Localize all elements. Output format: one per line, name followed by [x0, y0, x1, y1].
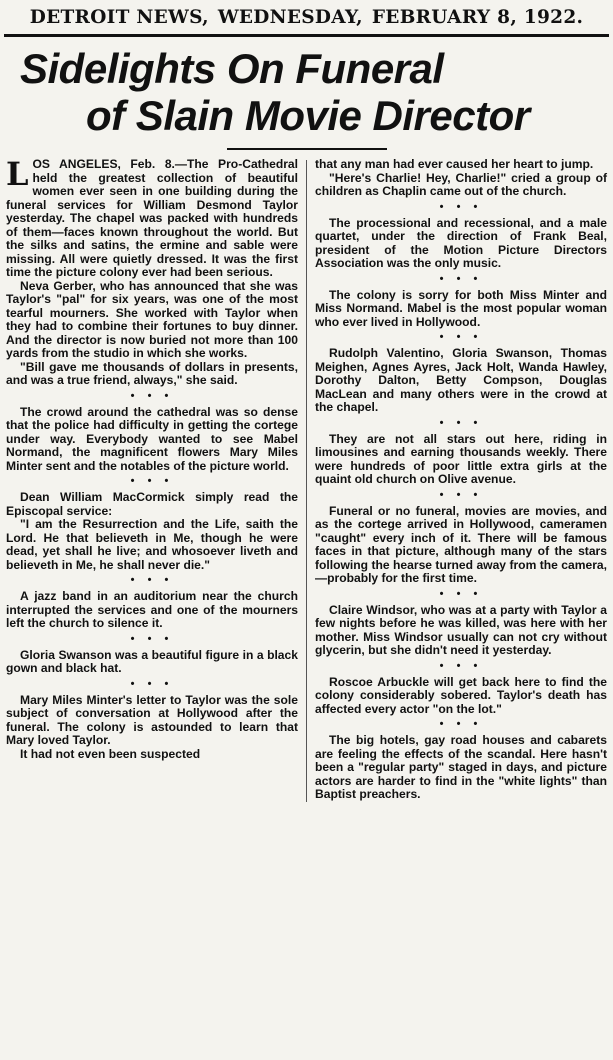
article-paragraph	[315, 604, 607, 658]
article-paragraph	[6, 748, 298, 762]
paragraph-text: The processional and recessional, and a male quartet, under the direction of Frank Beal, president of the Motion Picture Directors Association was the only music.	[315, 215, 607, 270]
paragraph-text: Roscoe Arbuckle will get back here to find the colony considerably sobered. Taylor's death has affected every actor "on the lot."	[315, 674, 607, 716]
paragraph-text: OS ANGELES, Feb. 8.—The Pro-Cathedral held the greatest collection of beautiful women ever seen in one building during the funeral services for William Desmond Taylor yesterday. The chapel was packed with hundreds of them—faces known throughout the world. But the silks and satins, the ermine and sable were missing. All were quietly dressed. It was the first time the picture colony ever had been serious.	[6, 157, 298, 279]
drop-cap: L	[6, 155, 29, 193]
headline-line-1: Sidelights On Funeral	[20, 45, 444, 92]
paragraph-text: Funeral or no funeral, movies are movies, and as the cortege arrived in Hollywood, cameramen "caught" every inch of it. There will be famous faces in that picture, although many of the stars following the hearse turned away from the camera,—probably for the first time.	[315, 503, 607, 585]
paragraph-text: that any man had ever caused her heart to jump.	[315, 157, 594, 171]
headline-line-2: of Slain Movie Director	[86, 92, 530, 139]
article-paragraph	[315, 217, 607, 271]
article-paragraph	[315, 433, 607, 487]
paragraph-text: "Bill gave me thousands of dollars in presents, and was a true friend, always," she said.	[6, 359, 298, 387]
paragraph-text: They are not all stars out here, riding in limousines and earning thousands weekly. There were hundreds of poor little extra girls at the quaint old church on Olive avenue.	[315, 431, 607, 486]
section-separator: • • •	[130, 389, 174, 402]
article-paragraph	[315, 505, 607, 586]
masthead	[4, 0, 609, 37]
section-separator: • • •	[130, 475, 174, 487]
paragraph-text: "Here's Charlie! Hey, Charlie!" cried a group of children as Chaplin came out of the church.	[315, 170, 607, 198]
paragraph-text: The big hotels, gay road houses and cabarets are feeling the effects of the scandal. Here hasn't been a "regular party" staged in days, and picture actors are harder to find in the "white lights" than Baptist preachers.	[315, 733, 607, 801]
section-separator: • • •	[439, 272, 483, 285]
section-separator: • • •	[439, 488, 483, 501]
article-body	[4, 155, 609, 802]
paragraph-text: It had not even been suspected	[20, 746, 201, 761]
right-column	[315, 158, 607, 802]
article-paragraph	[6, 694, 298, 748]
article-paragraph	[6, 491, 298, 518]
article-paragraph	[315, 172, 607, 199]
masthead-paper-name: DETROIT NEWS,	[29, 6, 209, 28]
section-separator: • • •	[439, 200, 483, 213]
masthead-date: FEBRUARY 8, 1922.	[371, 6, 584, 28]
paragraph-text: Claire Windsor, who was at a party with Taylor a few nights before he was killed, was here with her mother. Miss Windsor usually can not cry without glycerin, but she didn't need it yesterday.	[315, 602, 607, 657]
article-paragraph	[315, 347, 607, 415]
article-paragraph	[6, 280, 298, 361]
paragraph-text: Rudolph Valentino, Gloria Swanson, Thomas Meighen, Agnes Ayres, Jack Holt, Wanda Hawley, Dorothy Dalton, Betty Compson, Douglas MacLean and many others were in the crowd at the chapel.	[315, 346, 607, 414]
paragraph-text: A jazz band in an auditorium near the church interrupted the services and one of the mourners left the church to silence it.	[6, 589, 298, 630]
article-paragraph	[315, 289, 607, 330]
section-separator: • • •	[439, 416, 483, 429]
section-separator: • • •	[439, 659, 483, 672]
paragraph-text: Mary Miles Minter's letter to Taylor was the sole subject of conversation at Hollywood after the funeral. The colony is astounded to learn that Mary loved Taylor.	[6, 692, 298, 747]
paragraph-text: Gloria Swanson was a beautiful figure in a black gown and black hat.	[6, 647, 298, 675]
article-paragraph	[6, 518, 298, 572]
section-separator: • • •	[439, 718, 483, 730]
paragraph-text: The colony is sorry for both Miss Minter and Miss Normand. Mabel is the most popular woman who ever lived in Hollywood.	[315, 287, 607, 329]
headline-rule	[227, 148, 387, 150]
column-divider	[306, 160, 307, 802]
section-separator: • • •	[439, 587, 483, 600]
paragraph-text: Neva Gerber, who has announced that she was Taylor's "pal" for six years, was one of the most tearful mourners. She worked with Taylor when they had to combine their fortunes to buy dinner. And the director is now buried not more than 100 yards from the studio in which she works.	[6, 278, 298, 360]
section-separator: • • •	[439, 331, 483, 343]
section-separator: • • •	[130, 574, 174, 586]
paragraph-text: Dean William MacCormick simply read the Episcopal service:	[6, 490, 298, 518]
left-column	[6, 155, 298, 802]
paragraph-text: The crowd around the cathedral was so dense that the police had difficulty in getting the cortege under way. Everybody wanted to see Mabel Normand, the magnificent flowers Mary Miles Minter sent and the notables of the picture world.	[6, 404, 298, 473]
article-paragraph	[6, 406, 298, 474]
article-paragraph	[6, 649, 298, 676]
headline	[4, 45, 609, 139]
article-paragraph	[315, 676, 607, 717]
article-paragraph	[6, 590, 298, 631]
article-paragraph	[6, 361, 298, 388]
masthead-day: WEDNESDAY,	[217, 6, 363, 28]
article-paragraph	[6, 155, 298, 280]
article-paragraph	[315, 158, 607, 172]
section-separator: • • •	[130, 677, 174, 690]
section-separator: • • •	[130, 632, 174, 645]
article-paragraph	[315, 734, 607, 802]
paragraph-text: "I am the Resurrection and the Life, saith the Lord. He that believeth in Me, though he were dead, yet shall he live; and whosoever liveth and believeth in Me, he shall never die."	[6, 517, 298, 572]
